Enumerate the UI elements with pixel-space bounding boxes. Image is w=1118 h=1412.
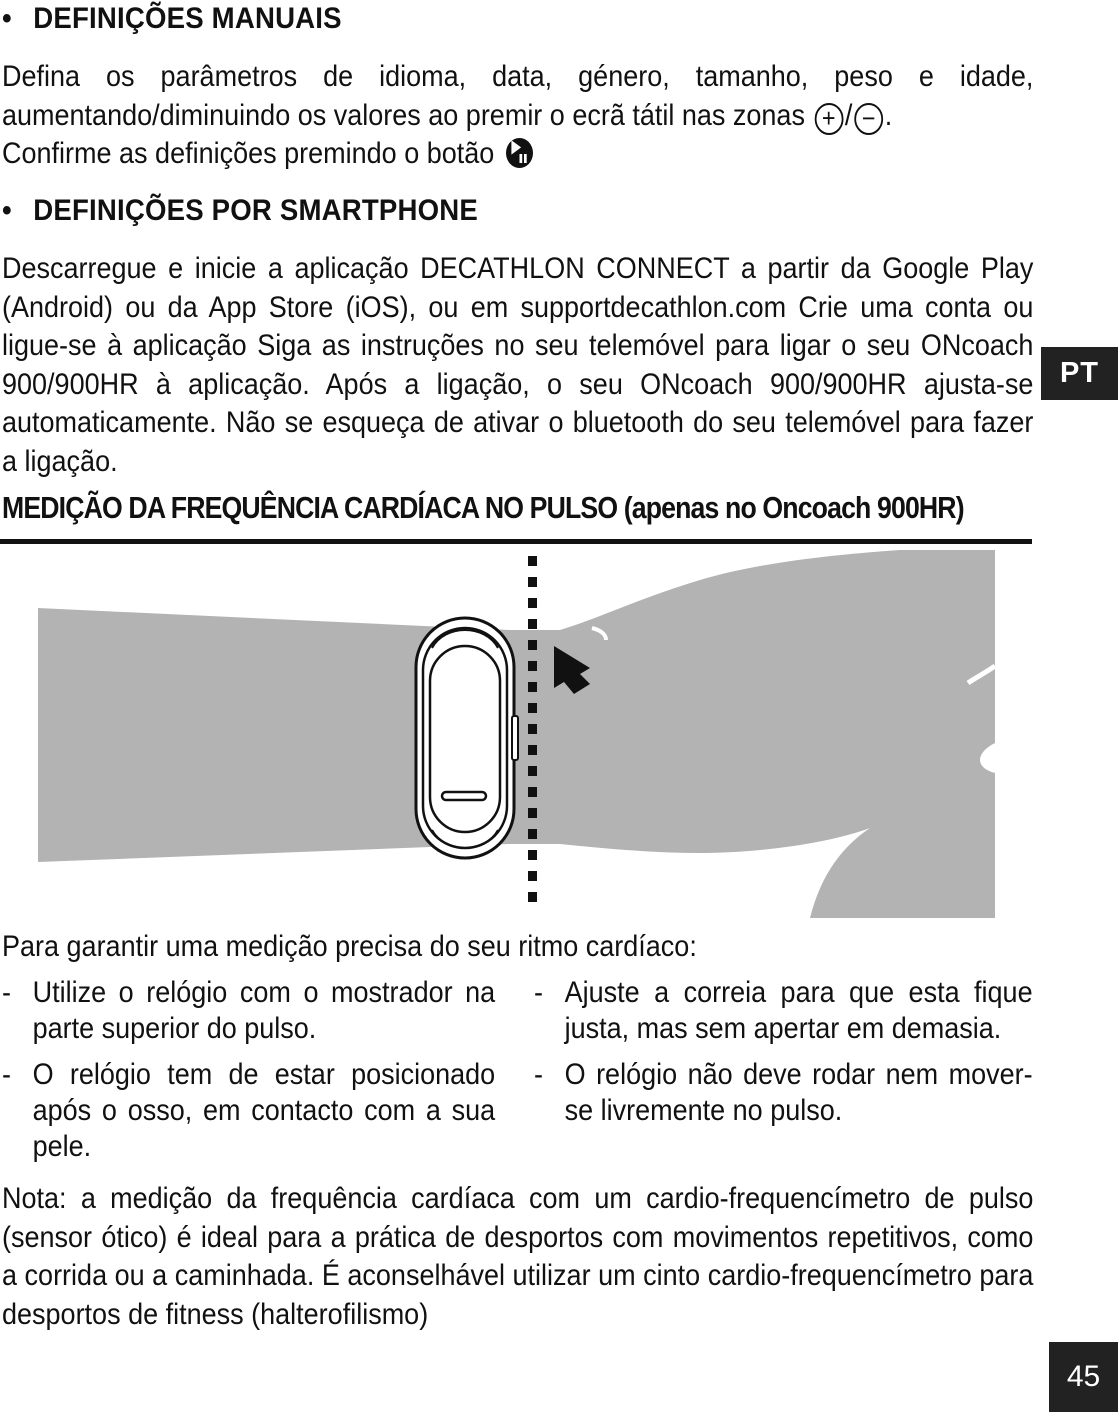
guide-dash [528, 598, 537, 608]
list-item: - O relógio não deve rodar nem mover-se livremente no pulso. [534, 1057, 1033, 1129]
smartphone-paragraph: Descarregue e inicie a aplicação DECATHLON CONNECT a partir da Google Play (Android) ou da App Store (iOS), ou em supportdecathlon.com Crie uma conta ou ligue-se à aplicação Siga as instruções no seu telemóvel para ligar o seu ONcoach 900/900HR à aplicação. Após a ligação, o seu ONcoach 900/900HR ajusta-se automaticamente. Não se esqueça de ativar o bluetooth do seu telemóvel para fazer a ligação. [2, 252, 1034, 478]
guide-dash [528, 577, 537, 587]
manual-settings-paragraph [2, 58, 1033, 174]
guide-dash [528, 724, 537, 734]
divider [0, 539, 1032, 544]
heart-rate-section-title: MEDIÇÃO DA FREQUÊNCIA CARDÍACA NO PULSO (apenas no Oncoach 900HR) [2, 490, 964, 525]
bullet: • [2, 194, 12, 227]
heading-text: DEFINIÇÕES MANUAIS [33, 2, 342, 35]
manual-text: Defina os parâmetros de idioma, data, género, tamanho, peso e idade, aumentando/diminuindo os valores ao premir o ecrã tátil nas zonas [2, 60, 1034, 132]
guide-dash [528, 766, 537, 776]
wrist-bone-guide-line [528, 556, 537, 902]
guide-dash [528, 556, 537, 566]
note-paragraph: Nota: a medição da frequência cardíaca com um cardio-frequencímetro de pulso (sensor ótico) é ideal para a prática de desportos com movimentos repetitivos, como a corrida ou a caminhada. É aconselhável utilizar um cinto cardio-frequencímetro para desportos de fitness (halterofilismo) [2, 1182, 1034, 1331]
left-tips-list [2, 975, 550, 1175]
guide-dash [528, 787, 537, 797]
period: . [884, 98, 893, 132]
watch-icon [416, 618, 518, 858]
list-item: - O relógio tem de estar posicionado após o osso, em contacto com a sua pele. [2, 1057, 495, 1165]
guide-dash [528, 682, 537, 692]
list-item: - Ajuste a correia para que esta fique justa, mas sem apertar em demasia. [534, 975, 1033, 1047]
guide-dash [528, 619, 537, 629]
minus-icon: − [854, 103, 883, 135]
page-number: 45 [1049, 1342, 1118, 1412]
guide-dash [528, 850, 537, 860]
wrist-watch-illustration [0, 548, 1032, 918]
guide-dash [528, 745, 537, 755]
heading-smartphone-settings [2, 194, 478, 228]
heading-text: DEFINIÇÕES POR SMARTPHONE [33, 194, 478, 227]
play-pause-button-icon [505, 137, 534, 169]
heading-manual-settings [2, 2, 342, 36]
guide-dash [528, 703, 537, 713]
guide-dash [528, 871, 537, 881]
right-tips-list [534, 975, 1088, 1139]
heart-rate-intro: Para garantir uma medição precisa do seu ritmo cardíaco: [2, 930, 697, 963]
guide-dash [528, 808, 537, 818]
language-tab: PT [1041, 347, 1118, 400]
guide-dash [528, 661, 537, 671]
list-item: - Utilize o relógio com o mostrador na parte superior do pulso. [2, 975, 495, 1047]
confirm-text: Confirme as definições premindo o botão [2, 137, 495, 170]
guide-dash [528, 892, 537, 902]
slash: / [844, 98, 853, 132]
guide-dash [528, 640, 537, 650]
bullet: • [2, 2, 12, 35]
plus-icon: + [814, 103, 843, 135]
guide-dash [528, 829, 537, 839]
